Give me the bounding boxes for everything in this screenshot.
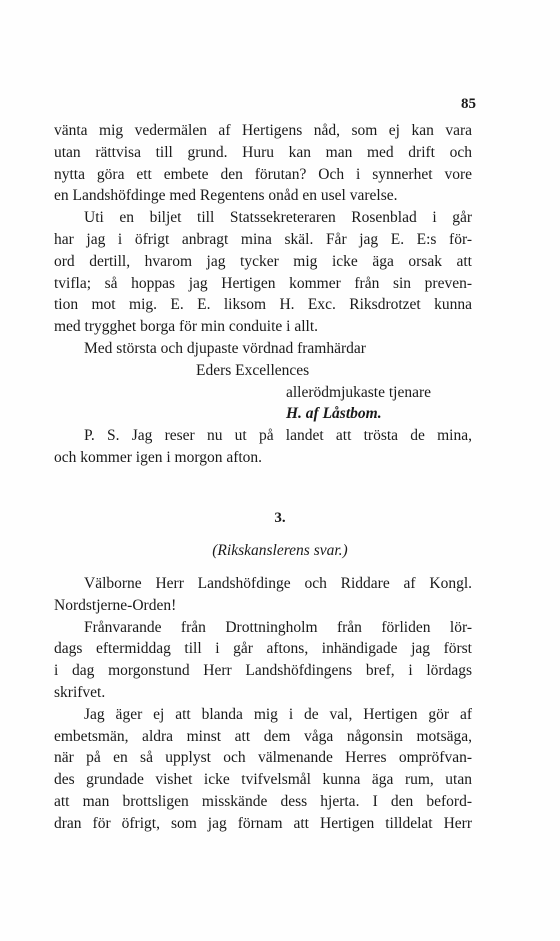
text-line: Uti en biljet till Statssekreteraren Rosenblad i går — [84, 209, 472, 227]
reply-body — [54, 573, 472, 835]
text-line: har jag i öfrigt anbragt mina skäl. Får jag E. E:s för- — [54, 230, 472, 248]
text-line: Jag äger ej att blanda mig i de val, Hertigen gör af — [84, 705, 472, 723]
text-line: Frånvarande från Drottningholm från förliden lör- — [84, 618, 472, 636]
letter-body — [54, 120, 472, 425]
text-line: när på en så upplyst och välmenande Herres ompröfvan- — [54, 749, 472, 767]
text-line: skrifvet. — [54, 683, 106, 701]
text-line: och kommer igen i morgon afton. — [54, 448, 263, 466]
text-line: med trygghet borga för min conduite i allt. — [54, 318, 319, 336]
text-line: tion mot mig. E. E. liksom H. Exc. Riksdrotzet kunna — [54, 296, 472, 314]
text-line: dags eftermiddag till i går aftons, inhändigade jag först — [54, 640, 472, 658]
closing-line: allerödmjukaste tjenare — [286, 383, 432, 401]
text-line: embetsmän, aldra minst att dem våga någonsin motsäga, — [54, 727, 472, 745]
text-line: Nordstjerne-Orden! — [54, 596, 177, 614]
text-line: utan rättvisa till grund. Huru kan man med drift och — [54, 143, 472, 161]
text-line: vänta mig vedermälen af Hertigens nåd, som ej kan vara — [54, 122, 472, 139]
signature: H. af Låstbom. — [286, 405, 382, 423]
closing-line: Eders Excellences — [196, 361, 310, 379]
text-line: nytta göra ett embete den förutan? Och i synnerhet vore — [54, 165, 472, 183]
text-line: Välborne Herr Landshöfdinge och Riddare af Kongl. — [84, 575, 472, 592]
page-number: 85 — [461, 96, 476, 112]
text-line: en Landshöfdinge med Regentens onåd en usel varelse. — [54, 187, 398, 205]
text-line: ord dertill, hvarom jag tycker mig icke äga orsak att — [54, 252, 472, 270]
postscript — [54, 425, 472, 469]
section-subheading: (Rikskanslerens svar.) — [212, 542, 348, 559]
section-number: 3. — [274, 510, 286, 526]
text-line: tvifla; så hoppas jag Hertigen kommer från sin preven- — [54, 274, 472, 292]
text-line: P. S. Jag reser nu ut på landet att trösta de mina, — [84, 427, 472, 444]
text-line: i dag morgonstund Herr Landshöfdingens bref, i lördags — [54, 662, 472, 680]
closing-line: Med största och djupaste vördnad framhärdar — [84, 339, 366, 357]
text-line: att man brottsligen misskände dess hjerta. I den beford- — [54, 792, 472, 810]
text-line: des grundade vishet icke tvifvelsmål kunna äga rum, utan — [54, 771, 472, 789]
text-line: dran för öfrigt, som jag förnam att Hertigen tilldelat Herr — [54, 814, 472, 832]
